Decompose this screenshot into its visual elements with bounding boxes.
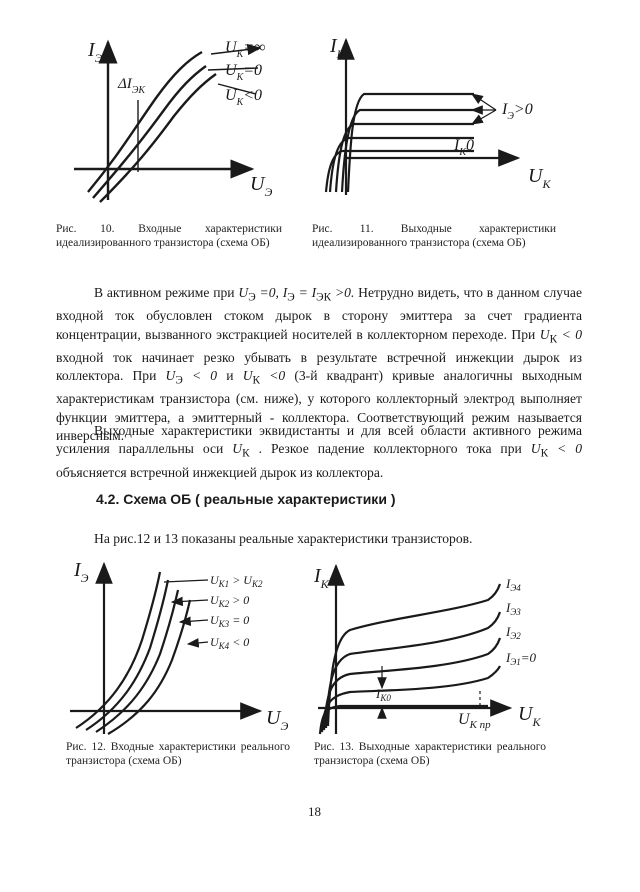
section-intro: На рис.12 и 13 показаны реальные характеристики транзисторов.	[94, 531, 473, 546]
figure-11-caption: Рис. 11. Выходные характеристики идеализированного транзистора (схема ОБ)	[312, 223, 556, 249]
figure-12-caption: Рис. 12. Входные характеристики реального транзистора (схема ОБ)	[66, 741, 290, 767]
fig12-label-2: $U_{K2} > 0$	[210, 593, 250, 609]
fig11-x-label: $U_К$	[528, 165, 551, 191]
fig13-y-label: $I_К$	[314, 565, 329, 591]
paragraph-active-mode: В активном режиме при $U_Э =0$, $I_Э = I_{ЭК} >0$. Нетрудно видеть, что в данном случае входной ток обусловлен стоком дырок в сторону эмиттера за счет градиента концентрации, вызванного экстракцией носителей в коллекторном переходе. При $U_К < 0$ входной ток начинает резко убывать в результате встречной инжекции дырок из коллектора. При $U_Э < 0$ и $U_К <0$ (3-й квадрант) кривые аналогичны выходным характеристикам транзистора (см. ниже), у которого коллекторный электрод выполняет функции эмиттера, а эмиттерный - коллектора. Соответствующий режим называется инверсным.	[56, 285, 582, 443]
fig12-x-label: $U_Э$	[266, 707, 289, 733]
fig12-label-3: $U_{K3} = 0$	[210, 613, 250, 629]
fig12-label-4: $U_{K4} < 0$	[210, 635, 250, 651]
curve-uk-0	[93, 66, 206, 198]
fig10-label-uk-0: $U_К=0$	[225, 62, 262, 83]
fig13-x-label: $U_К$	[518, 703, 541, 729]
fig13-label-ie1: $I_{Э1}=0$	[506, 650, 537, 667]
fig13-label-ie2: $I_{Э2}$	[506, 624, 521, 641]
figure-11	[304, 30, 564, 210]
fig13-label-ukpr: $U_{К пр}$	[458, 711, 491, 731]
figure-12	[60, 556, 310, 736]
fig12-y-label: $I_Э$	[74, 559, 89, 585]
fig11-param-label: $I_Э>0$	[502, 101, 533, 122]
curve-uk-neg	[100, 74, 216, 202]
fig11-y-label: $I_К$	[330, 35, 345, 61]
fig10-delta-label: $\Delta I_{ЭК}$	[118, 76, 146, 96]
fig10-x-label: $U_Э$	[250, 173, 273, 199]
fig10-y-label: $I_Э$	[88, 39, 103, 65]
fig13-label-ie4: $I_{Э4}$	[506, 576, 521, 593]
page-number: 18	[308, 804, 321, 819]
fig13-label-ie3: $I_{Э3}$	[506, 600, 521, 617]
figure-10-caption: Рис. 10. Входные характеристики идеализированного транзистора (схема ОБ)	[56, 223, 282, 249]
fig11-ik0-label: $I_К0$	[454, 137, 474, 158]
fig10-label-uk-neg: $U_К<0$	[225, 87, 262, 108]
fig13-label-ik0: $I_{K0}$	[376, 686, 391, 703]
fig12-label-1: $U_{K1} > U_{K2}$	[210, 573, 263, 589]
figure-10	[60, 30, 300, 210]
fig10-label-uk-inf: $U_К=\infty$	[225, 39, 266, 60]
paragraph-output-characteristics: Выходные характеристики эквидистанты и для всей области активного режима усиления параллельны оси $U_К$ . Резкое падение коллекторного тока при $U_К < 0$ объясняется встречной инжекцией дырок из коллектора.	[56, 423, 582, 480]
section-heading: 4.2. Схема ОБ ( реальные характеристики )	[96, 491, 396, 507]
figure-13	[310, 556, 600, 736]
curve-uk-inf	[88, 52, 202, 192]
figure-13-caption: Рис. 13. Выходные характеристики реального транзистора (схема ОБ)	[314, 741, 546, 767]
